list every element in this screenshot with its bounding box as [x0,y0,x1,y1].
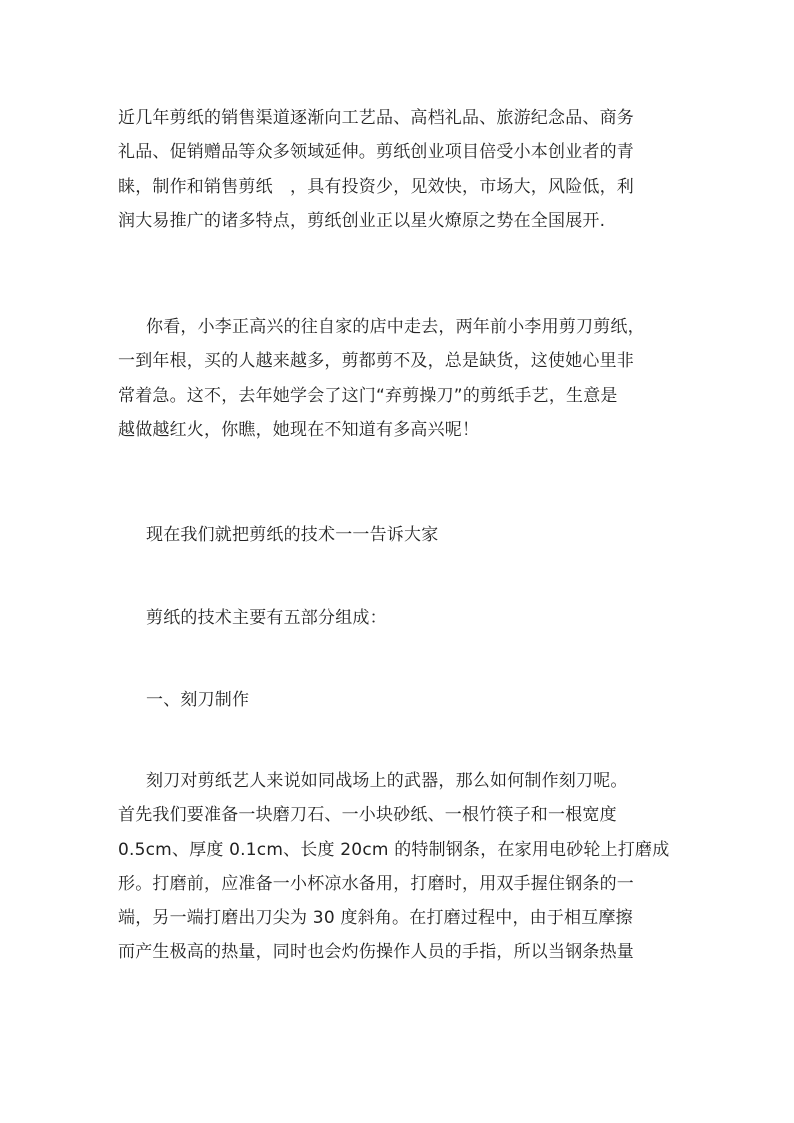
text-line: 礼品、促销赠品等众多领域延伸。剪纸创业项目倍受小本创业者的青 [118,142,634,163]
paragraph-xiao-li-story [118,310,678,447]
text-line: 一到年根，买的人越来越多，剪都剪不及，总是缺货，这使她心里非 [118,351,634,372]
paragraph-knife-making [118,764,678,970]
text-line: 一、刻刀制作 [146,690,250,710]
text-line: 你看，小李正高兴的往自家的店中走去，两年前小李用剪刀剪纸， [146,317,645,337]
text-line: 形。打磨前，应准备一小杯凉水备用，打磨时，用双手握住钢条的一 [118,873,634,894]
text-line: 剪纸的技术主要有五部分组成： [146,608,387,628]
text-line: 刻刀对剪纸艺人来说如同战场上的武器，那么如何制作刻刀呢。 [146,771,628,791]
text-line: 现在我们就把剪纸的技术一一告诉大家 [146,525,439,545]
paragraph-intro [118,518,678,552]
text-line: 睐，制作和销售剪纸 ，具有投资少，见效快，市场大，风险低，利 [118,176,634,197]
text-line: 而产生极高的热量，同时也会灼伤操作人员的手指，所以当钢条热量 [118,942,634,963]
text-line: 越做越红火，你瞧，她现在不知道有多高兴呢！ [118,419,480,440]
paragraph-five-parts [118,601,678,635]
text-line: 首先我们要准备一块磨刀石、一小块砂纸、一根竹筷子和一根宽度 [118,805,617,826]
text-line: 常着急。这不，去年她学会了这门“弃剪操刀”的剪纸手艺，生意是 [118,385,618,406]
paragraph-market-trend [118,101,678,238]
section-heading-knife-making [118,683,678,717]
text-line: 近几年剪纸的销售渠道逐渐向工艺品、高档礼品、旅游纪念品、商务 [118,108,634,128]
text-line: 润大易推广的诸多特点，剪纸创业正以星火燎原之势在全国展开. [118,210,606,231]
text-line: 0.5cm、厚度 0.1cm、长度 20cm 的特制钢条，在家用电砂轮上打磨成 [118,839,670,860]
text-line: 端，另一端打磨出刀尖为 30 度斜角。在打磨过程中，由于相互摩擦 [118,908,633,929]
